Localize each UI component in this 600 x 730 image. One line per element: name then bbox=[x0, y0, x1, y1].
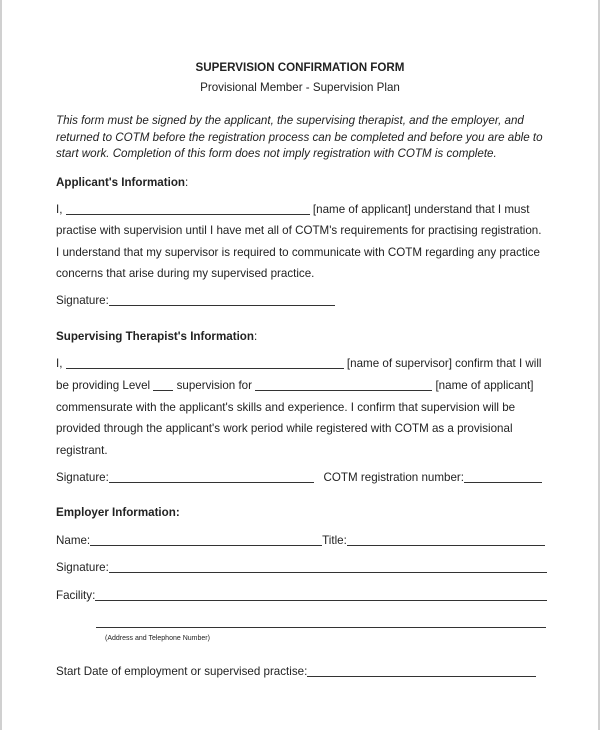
therapist-signature-row: Signature: COTM registration number: bbox=[56, 471, 542, 485]
supervision-level-field[interactable] bbox=[153, 379, 173, 391]
intro-line: start work. Completion of this form does not imply registration with COTM is complete. bbox=[56, 147, 497, 160]
applicant-heading: Applicant's Information: bbox=[56, 176, 189, 189]
employer-name-field[interactable] bbox=[90, 534, 322, 546]
facility-field[interactable] bbox=[95, 589, 547, 601]
therapist-heading: Supervising Therapist's Information: bbox=[56, 330, 258, 343]
employer-name-row: Name: Title: bbox=[56, 534, 545, 548]
address-phone-field[interactable] bbox=[96, 616, 546, 628]
supervisor-name-field[interactable] bbox=[66, 357, 344, 369]
cotm-registration-field[interactable] bbox=[464, 471, 542, 483]
applicant-signature-row: Signature: bbox=[56, 294, 335, 308]
start-date-field[interactable] bbox=[307, 665, 536, 677]
employer-facility-row: Facility: bbox=[56, 589, 547, 603]
intro-line: returned to COTM before the registration process can be completed and before you are able to bbox=[56, 131, 543, 144]
employer-signature-row: Signature: bbox=[56, 561, 547, 575]
applicant-line-1: I, [name of applicant] understand that I must bbox=[56, 203, 530, 216]
therapist-line-4: provided through the applicant's work period while registered with COTM as a provisional bbox=[56, 422, 513, 435]
applicant-line-2: practise with supervision until I have met all of COTM's requirements for practising registration. bbox=[56, 224, 542, 237]
applicant-signature-field[interactable] bbox=[109, 294, 335, 306]
applicant-line-4: concerns that arise during my supervised practice. bbox=[56, 267, 315, 280]
applicant-name-field[interactable] bbox=[66, 203, 310, 215]
intro-line: This form must be signed by the applicant, the supervising therapist, and the employer, and bbox=[56, 114, 524, 127]
therapist-line-3: commensurate with the applicant's skills and experience. I confirm that supervision will be bbox=[56, 401, 516, 414]
form-title: SUPERVISION CONFIRMATION FORM bbox=[195, 61, 405, 74]
employer-signature-field[interactable] bbox=[109, 561, 547, 573]
form-subtitle: Provisional Member - Supervision Plan bbox=[200, 81, 400, 94]
therapist-signature-field[interactable] bbox=[109, 471, 314, 483]
employer-title-field[interactable] bbox=[347, 534, 545, 546]
address-caption: (Address and Telephone Number) bbox=[105, 635, 210, 642]
start-date-row: Start Date of employment or supervised practise: bbox=[56, 665, 536, 679]
employer-heading: Employer Information: bbox=[56, 506, 180, 519]
therapist-line-1: I, [name of supervisor] confirm that I will bbox=[56, 357, 542, 370]
applicant-line-3: I understand that my supervisor is required to communicate with COTM regarding any practice bbox=[56, 246, 540, 259]
therapist-line-5: registrant. bbox=[56, 444, 108, 457]
page-border-left bbox=[0, 0, 2, 730]
therapist-line-2: be providing Level supervision for [name of applicant] bbox=[56, 379, 534, 392]
therapist-applicant-name-field[interactable] bbox=[255, 379, 432, 391]
